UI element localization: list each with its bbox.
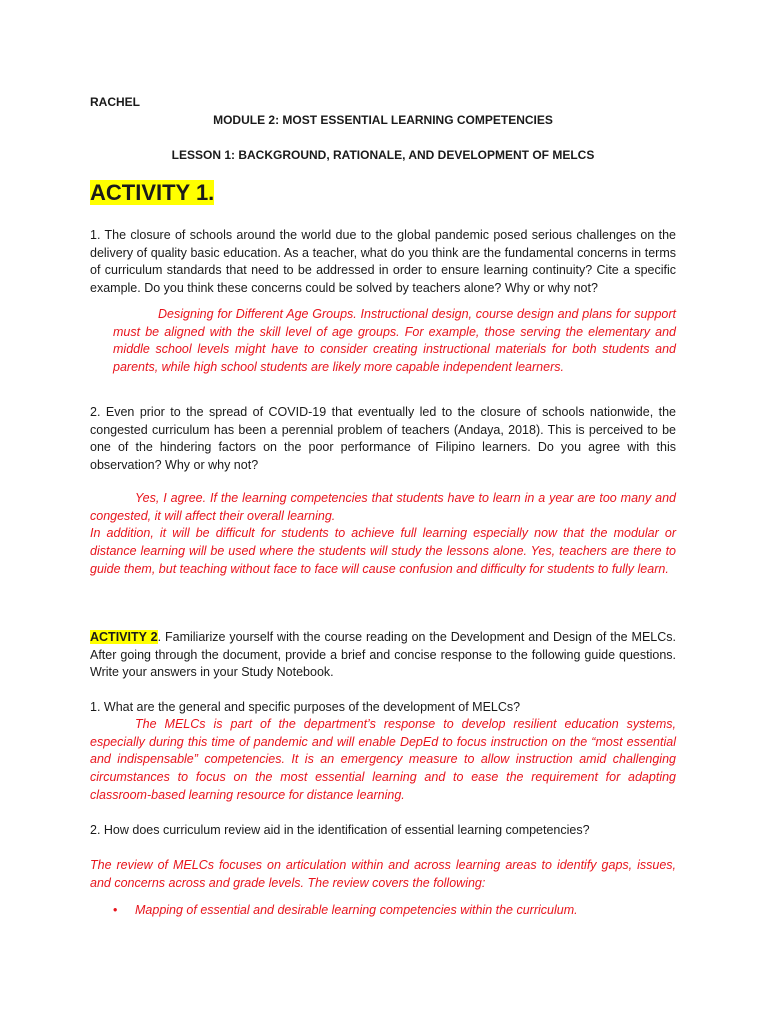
bullet-icon: •	[113, 903, 118, 917]
activity-1-question-2: 2. Even prior to the spread of COVID-19 that eventually led to the closure of schools nationwide, the congested curriculum has been a perennial problem of teachers (Andaya, 2018). This is perceived to be one of the hindering factors on the poor performance of Filipino learners. Do you agree with this observation? Why or why not?	[90, 405, 676, 473]
activity-1-answer-2-part-1: Yes, I agree. If the learning competencies that students have to learn in a year are too many and congested, it will affect their overall learning.	[90, 491, 676, 523]
activity-1-answer-2	[90, 490, 676, 579]
activity-2-question-1: 1. What are the general and specific purposes of the development of MELCs?	[90, 700, 521, 714]
activity-1-heading-text: ACTIVITY 1.	[90, 180, 215, 205]
activity-1-question-1: 1. The closure of schools around the world due to the global pandemic posed serious challenges on the delivery of quality basic education. As a teacher, what do you think are the fundamental concerns in terms of curriculum standards that need to be addressed in order to ensure learning continuity? Cite a specific example. Do you think these concerns could be solved by teachers alone? Why or why not?	[90, 228, 676, 296]
activity-2-intro-text: . Familiarize yourself with the course reading on the Development and Design of the MELCs. After going through the document, provide a brief and concise response to the following guide questions. Write your answers in your Study Notebook.	[90, 630, 676, 680]
module-title: MODULE 2: MOST ESSENTIAL LEARNING COMPETENCIES	[213, 113, 553, 127]
activity-1-answer-1: Designing for Different Age Groups. Instructional design, course design and plans for support must be aligned with the skill level of age groups. For example, those serving the elementary and middle school levels might have to consider creating instructional materials for both students and parents, while high school students are likely more capable independent learners.	[113, 307, 676, 375]
bullet-text: Mapping of essential and desirable learning competencies within the curriculum.	[135, 903, 578, 917]
activity-2-question-2: 2. How does curriculum review aid in the identification of essential learning competencies?	[90, 823, 590, 837]
activity-1-heading	[90, 178, 214, 208]
activity-2-answer-1: The MELCs is part of the department’s response to develop resilient education systems, especially during this time of pandemic and will enable DepEd to focus instruction on the “most essential and indispensable” competencies. It is an emergency measure to allow instruction amid challenging circumstances to focus on the most essential learning and to ease the requirement for adapting classroom-based learning resource for distance learning.	[90, 717, 676, 802]
lesson-title: LESSON 1: BACKGROUND, RATIONALE, AND DEVELOPMENT OF MELCS	[171, 148, 595, 162]
activity-1-answer-2-part-2: In addition, it will be difficult for students to achieve full learning especially now that the modular or distance learning will be used where the students will study the lessons alone. Yes, teachers are there to guide them, but teaching without face to face will cause confusion and difficulty for students to fully learn.	[90, 526, 676, 576]
bullet-list-item	[113, 902, 676, 920]
activity-2-intro	[90, 629, 676, 682]
activity-2-label: ACTIVITY 2	[90, 630, 158, 644]
activity-2-answer-2: The review of MELCs focuses on articulation within and across learning areas to identify gaps, issues, and concerns across and grade levels. The review covers the following:	[90, 858, 676, 890]
author-name: RACHEL	[90, 95, 140, 109]
